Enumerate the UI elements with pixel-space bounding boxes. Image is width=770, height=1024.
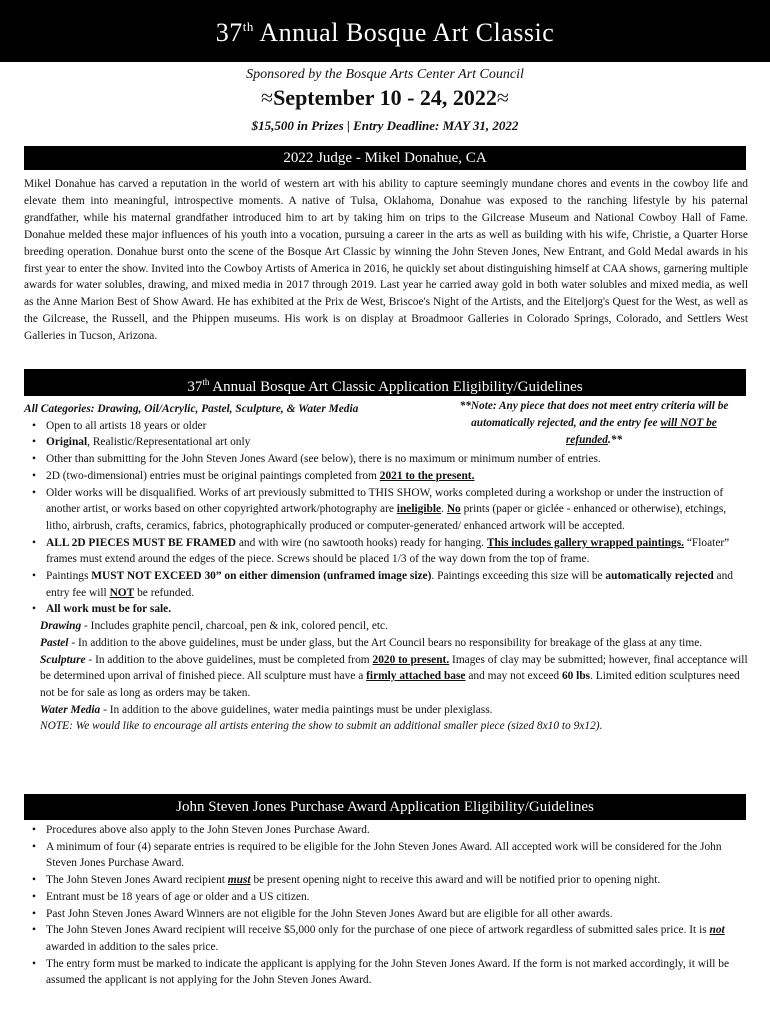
swirl-right-icon: ≈ bbox=[496, 85, 509, 110]
sculpture-text: - In addition to the above guidelines, must be completed from bbox=[85, 653, 373, 666]
prizes-deadline: $15,500 in Prizes | Entry Deadline: MAY 31, 2022 bbox=[251, 118, 519, 133]
judge-heading: 2022 Judge - Mikel Donahue, CA bbox=[24, 146, 746, 170]
item-bold: All work must be for sale. bbox=[46, 603, 172, 616]
list-item bbox=[46, 451, 748, 468]
list-item bbox=[46, 601, 748, 618]
eligibility-heading-number: 37 bbox=[187, 379, 203, 395]
item-text: Open to all artists 18 years or older bbox=[46, 419, 207, 432]
title-ordinal: th bbox=[242, 19, 254, 34]
pastel-text: - In addition to the above guidelines, must be under glass, but the Art Council bears no responsibility for breakage of the glass at any time. bbox=[68, 636, 703, 649]
item-text: “Floater” frames must extend around the edges of the piece. Screws should be placed 1/3 of the way down from the top of frame. bbox=[46, 536, 730, 566]
water-media-label: Water Media bbox=[40, 703, 101, 716]
sculpture-text: . Limited edition sculptures need not be for sale as long as orders may be taken. bbox=[40, 670, 740, 699]
water-media-text: - In addition to the above guidelines, water media paintings must be under plexiglass. bbox=[100, 703, 493, 716]
list-item bbox=[46, 956, 748, 989]
item-text: Paintings bbox=[46, 570, 92, 583]
judge-bio: Mikel Donahue has carved a reputation in the world of western art with his ability to capture seemingly mundane chores and events in the cowboy life and elevate them into meaningful, introspective moments. A native of Tulsa, Oklahoma, Donahue was exposed to the ranching lifestyle by his paternal grandfather, while his maternal grandfather introduced him to art by taking him on trips to the Gilcrease Museum and National Cowboy Hall of Fame. Donahue melded these major influences of his youth into a vocation, pursuing a career in the arts as well as building with his wife, Christie, a Quarter Horse breeding operation. Donahue burst onto the scene of the Bosque Art Classic by winning the John Steven Jones, New Entrant, and Gold Medal awards in his first year to enter the show. Invited into the Cowboy Artists of America in 2016, he quickly set about distinguishing himself at CAA shows, garnering multiple awards for water solubles, drawing, and mixed media in 2017 through 2019. Last year he carried away gold in both water solubles and mixed media, as well as the Anne Marion Best of Show Award. He has exhibited at the Prix de West, Briscoe's Night of the Artists, and the Eiteljorg's Quest for the West, as well as the Gilcrease, the Russell, and the Phippen museums. His work is on display at Broadmoor Galleries in Colorado Springs, Colorado, and Settlers West Galleries in Tucson, Arizona. bbox=[24, 178, 748, 343]
swirl-left-icon: ≈ bbox=[260, 85, 274, 110]
jsj-heading: John Steven Jones Purchase Award Application Eligibility/Guidelines bbox=[24, 794, 746, 820]
item-underlined: 2021 to the present. bbox=[379, 469, 475, 482]
list-item bbox=[46, 485, 748, 535]
item-text: . Paintings exceeding this size will be bbox=[431, 570, 606, 583]
item-text: be refunded. bbox=[134, 586, 195, 599]
list-item bbox=[46, 535, 748, 568]
smaller-piece-note: NOTE: We would like to encourage all artists entering the show to submit an additional smaller piece (sized 8x10 to 9x12). bbox=[40, 720, 603, 733]
item-underlined: This includes gallery wrapped paintings. bbox=[486, 536, 685, 549]
eligibility-section bbox=[24, 401, 748, 735]
list-item bbox=[46, 906, 748, 923]
list-item bbox=[46, 418, 748, 435]
event-dates bbox=[0, 85, 770, 111]
item-text: A minimum of four (4) separate entries is required to be eligible for the John Steven Jones Award. All accepted work will be considered for the John Steven Jones Purchase Award. bbox=[46, 840, 722, 870]
item-underlined: must bbox=[227, 874, 251, 887]
item-text: Past John Steven Jones Award Winners are not eligible for the John Steven Jones Award but are eligible for all other awards. bbox=[46, 907, 613, 920]
list-item bbox=[46, 872, 748, 889]
item-underlined: ineligible bbox=[396, 503, 442, 516]
list-item bbox=[46, 822, 748, 839]
list-item bbox=[46, 434, 748, 451]
item-text: prints (paper or giclée - enhanced or otherwise), etchings, litho, airbrush, crafts, ceramics, fabrics, photographically produced or computer-generated/ enhanced artwork will be accepted. bbox=[46, 503, 727, 532]
list-item bbox=[46, 568, 748, 601]
sculpture-label: Sculpture bbox=[40, 653, 86, 666]
eligibility-heading bbox=[24, 369, 746, 396]
item-underlined: No bbox=[446, 503, 461, 516]
item-text: The entry form must be marked to indicate the applicant is applying for the John Steven Jones Award. If the form is not marked accordingly, it will be assumed the applicant is not applying for the John Steven Jones Award. bbox=[46, 957, 730, 987]
item-bold: MUST NOT EXCEED 30” on either dimension (unframed image size) bbox=[91, 570, 432, 583]
dates-text: September 10 - 24, 2022 bbox=[273, 85, 497, 110]
jsj-list bbox=[24, 822, 748, 989]
item-text: The John Steven Jones Award recipient will receive $5,000 only for the purchase of one piece of artwork regardless of submitted sales price. It is bbox=[46, 924, 710, 937]
list-item bbox=[46, 922, 748, 955]
item-text: Procedures above also apply to the John Steven Jones Purchase Award. bbox=[46, 824, 370, 836]
sculpture-guideline bbox=[24, 652, 748, 702]
note-text: **Note: Any piece that does not meet entry criteria will be automatically rejected, and the entry fee bbox=[459, 400, 729, 429]
sculpture-text: Images of clay may be submitted; however, final acceptance will be determined upon arrival of finished piece. All sculpture must have a bbox=[40, 653, 748, 683]
item-underlined: not bbox=[709, 924, 725, 937]
item-text: Entrant must be 18 years of age or older and a US citizen. bbox=[46, 890, 310, 903]
pastel-guideline bbox=[24, 635, 748, 652]
title-text: Annual Bosque Art Classic bbox=[253, 18, 555, 47]
categories-line: All Categories: Drawing, Oil/Acrylic, Pastel, Sculpture, & Water Media bbox=[24, 403, 359, 415]
eligibility-list bbox=[24, 418, 748, 618]
item-text: The John Steven Jones Award recipient bbox=[46, 874, 228, 887]
list-item bbox=[46, 839, 748, 872]
sponsor-line: Sponsored by the Bosque Arts Center Art Council bbox=[246, 67, 524, 82]
sculpture-underlined: 2020 to present. bbox=[372, 653, 450, 666]
eligibility-heading-ordinal: th bbox=[202, 377, 210, 387]
jsj-section bbox=[24, 822, 748, 989]
title-banner bbox=[0, 0, 770, 62]
item-text: awarded in addition to the sales price. bbox=[46, 940, 219, 953]
sculpture-bold: 60 lbs bbox=[561, 670, 591, 683]
title-number: 37 bbox=[215, 18, 243, 47]
note-underlined: will NOT be refunded bbox=[565, 417, 717, 446]
item-text: Other than submitting for the John Steven Jones Award (see below), there is no maximum or minimum number of entries. bbox=[46, 453, 601, 466]
item-text: Older works will be disqualified. Works of art previously submitted to THIS SHOW, works completed during a workshop or under the instruction of another artist, or works based on other copyrighted artwork/photography are bbox=[46, 486, 724, 516]
note-end: .** bbox=[607, 434, 623, 446]
item-text: be present opening night to receive this award and will be notified prior to opening night. bbox=[250, 874, 661, 887]
drawing-guideline bbox=[24, 618, 748, 635]
drawing-text: - Includes graphite pencil, charcoal, pen & ink, colored pencil, etc. bbox=[81, 620, 388, 633]
eligibility-heading-text: Annual Bosque Art Classic Application Eligibility/Guidelines bbox=[209, 379, 583, 395]
drawing-label: Drawing bbox=[40, 620, 82, 633]
page-title bbox=[0, 0, 770, 48]
list-item bbox=[46, 889, 748, 906]
item-text: , Realistic/Representational art only bbox=[87, 436, 251, 449]
water-media-guideline bbox=[24, 702, 748, 719]
item-bold: automatically rejected bbox=[605, 570, 714, 583]
item-underlined: NOT bbox=[109, 586, 135, 599]
pastel-label: Pastel bbox=[40, 636, 69, 649]
item-text: 2D (two-dimensional) entries must be original paintings completed from bbox=[46, 469, 380, 482]
list-item bbox=[46, 468, 748, 485]
item-text: . bbox=[441, 503, 447, 516]
sculpture-text: and may not exceed bbox=[465, 670, 562, 683]
item-text: and with wire (no sawtooth hooks) ready for hanging. bbox=[235, 536, 487, 549]
item-bold: Original bbox=[46, 436, 88, 449]
item-text: and entry fee will bbox=[46, 570, 733, 599]
sculpture-underlined: firmly attached base bbox=[366, 670, 466, 683]
item-bold: ALL 2D PIECES MUST BE FRAMED bbox=[46, 536, 236, 549]
